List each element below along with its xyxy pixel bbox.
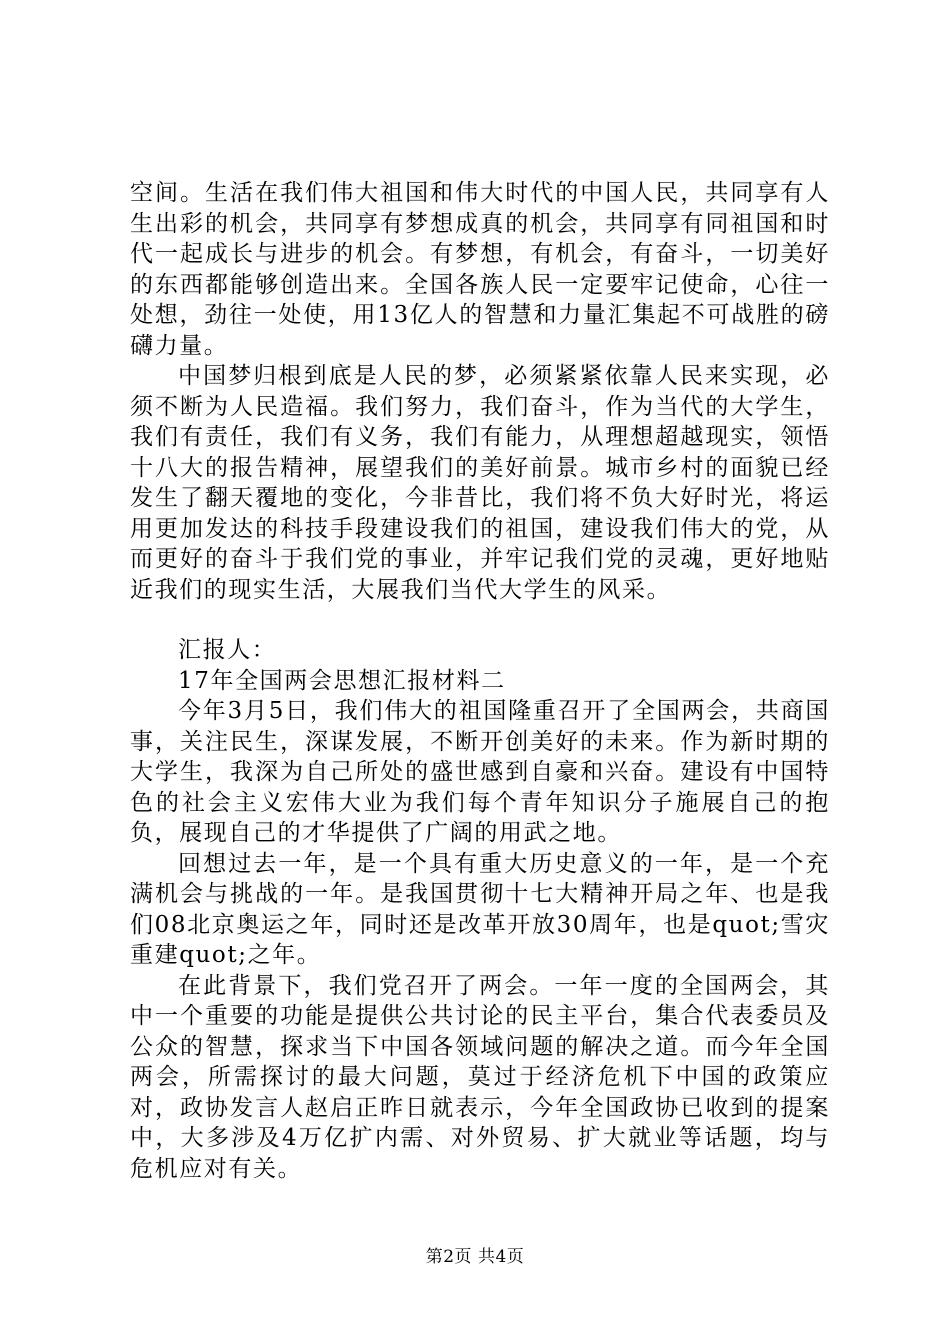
section-heading: 17年全国两会思想汇报材料二	[178, 667, 506, 694]
paragraph-3: 今年3月5日，我们伟大的祖国隆重召开了全国两会，共商国事，关注民生，深谋发展，不断开创美好的未来。作为新时期的大学生，我深为自己所处的盛世感到自豪和兴奋。建设有中国特色的社会主义宏伟大业为我们每个青年知识分子施展自己的抱负，展现自己的才华提供了广阔的用武之地。	[130, 698, 830, 846]
paragraph-5: 在此背景下，我们党召开了两会。一年一度的全国两会，其中一个重要的功能是提供公共讨论的民主平台，集合代表委员及公众的智慧，探求当下中国各领域问题的解决之道。而今年全国两会，所需探讨的最大问题，莫过于经济危机下中国的政策应对，政协发言人赵启正昨日就表示，今年全国政协已收到的提案中，大多涉及4万亿扩内需、对外贸易、扩大就业等话题，均与危机应对有关。	[130, 972, 830, 1182]
page-footer: 第2页 共4页	[425, 1247, 525, 1267]
paragraph-1: 空间。生活在我们伟大祖国和伟大时代的中国人民，共同享有人生出彩的机会，共同享有梦想成真的机会，共同享有同祖国和时代一起成长与进步的机会。有梦想，有机会，有奋斗，一切美好的东西都能够创造出来。全国各族人民一定要牢记使命，心往一处想，劲往一处使，用13亿人的智慧和力量汇集起不可战胜的磅礴力量。	[130, 180, 830, 359]
paragraph-2: 中国梦归根到底是人民的梦，必须紧紧依靠人民来实现，必须不断为人民造福。我们努力，我们奋斗，作为当代的大学生，我们有责任，我们有义务，我们有能力，从理想超越现实，领悟十八大的报告精神，展望我们的美好前景。城市乡村的面貌已经发生了翻天覆地的变化，今非昔比，我们将不负大好时光，将运用更加发达的科技手段建设我们的祖国，建设我们伟大的党，从而更好的奋斗于我们党的事业，并牢记我们党的灵魂，更好地贴近我们的现实生活，大展我们当代大学生的风采。	[130, 363, 830, 603]
blank-line	[130, 605, 830, 635]
document-body	[130, 178, 830, 1184]
reporter-label: 汇报人：	[178, 637, 277, 663]
paragraph-4: 回想过去一年，是一个具有重大历史意义的一年，是一个充满机会与挑战的一年。是我国贯彻十七大精神开局之年、也是我们08北京奥运之年，同时还是改革开放30周年，也是quot;雪灾重建quot;之年。	[130, 850, 830, 968]
